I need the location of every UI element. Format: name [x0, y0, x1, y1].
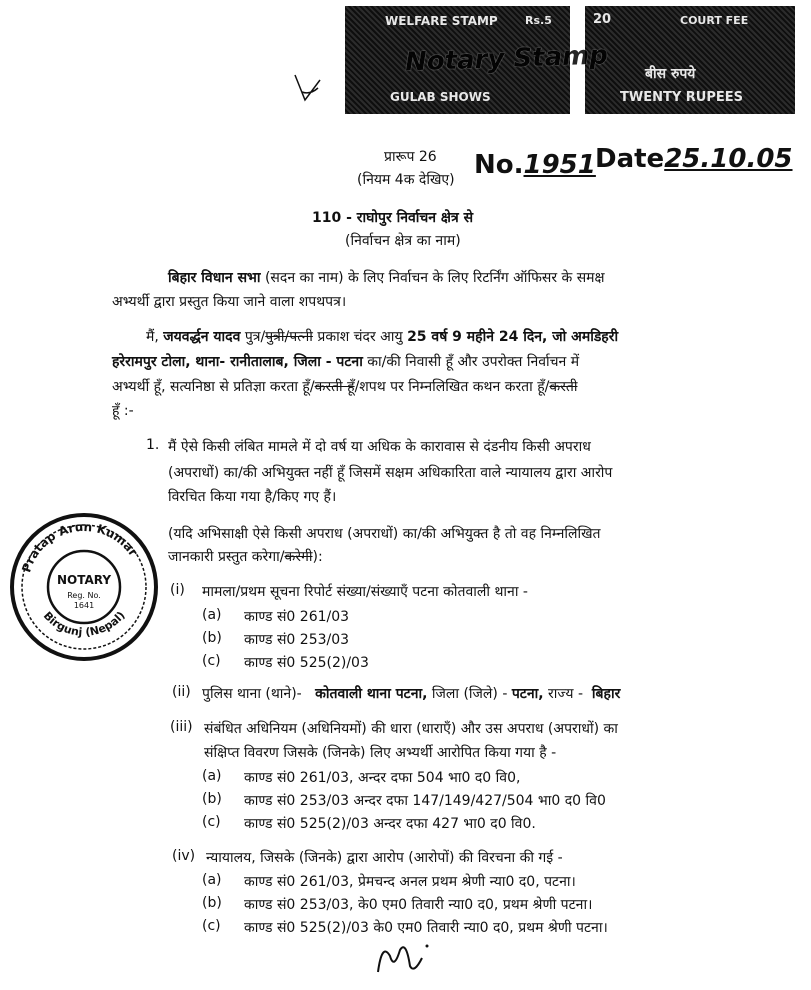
section-iii-line-1: संबंधित अधिनियम (अधिनियमों) की धारा (धाराएँ) और उस अपराध (अपराधों) का	[204, 721, 618, 737]
court-fee-bottom-text: TWENTY RUPEES	[620, 90, 743, 105]
court-fee-hindi: बीस रुपये	[645, 66, 696, 82]
item-1-number: 1.	[146, 437, 160, 453]
section-iii-c-key: (c)	[202, 814, 221, 830]
section-iii-a-text: काण्ड सं0 261/03, अन्दर दफा 504 भा0 द0 वि0,	[244, 770, 521, 786]
rule-reference: (नियम 4क देखिए)	[357, 172, 455, 188]
section-i-a-key: (a)	[202, 607, 222, 623]
stamp-register-number	[474, 150, 596, 180]
candidate-address: हरेरामपुर टोला, थाना- रानीतालाब, जिला - पटना	[112, 354, 363, 370]
notary-seal	[6, 508, 161, 666]
section-i-b-key: (b)	[202, 630, 222, 646]
item-1-note-2	[168, 547, 323, 566]
item-1-note-1: (यदि अभिसाक्षी ऐसे किसी अपराध (अपराधों) का/की अभियुक्त है तो वह निम्नलिखित	[168, 526, 601, 542]
decl-l1-struck: पुत्री/पत्नी	[265, 329, 313, 345]
section-iv-text: न्यायालय, जिसके (जिनके) द्वारा आरोप (आरोपों) की विरचना की गई -	[206, 850, 563, 866]
section-i-c-key: (c)	[202, 653, 221, 669]
intro-line-2: अभ्यर्थी द्वारा प्रस्तुत किया जाने वाला शपथपत्र।	[112, 294, 347, 310]
decl-l1-d: प्रकाश चंदर आयु	[312, 329, 408, 345]
seal-ring-text: Pratap Arun Kumar	[19, 519, 141, 575]
section-i-c-text: काण्ड सं0 525(2)/03	[244, 655, 369, 671]
section-iv-b-key: (b)	[202, 895, 222, 911]
decl-l1-b: पुत्र/	[240, 329, 266, 345]
constituency-name: 110 - राघोपुर निर्वाचन क्षेत्र से	[312, 210, 474, 226]
decl-l3-struck-2: करती	[549, 379, 578, 395]
state-value: बिहार	[591, 686, 621, 702]
section-i-text: मामला/प्रथम सूचना रिपोर्ट संख्या/संख्याएँ पटना कोतवाली थाना -	[202, 584, 528, 600]
note2-b: ):	[312, 549, 323, 565]
section-iv-a-key: (a)	[202, 872, 222, 888]
section-ii-text: पुलिस थाना (थाने)-	[202, 686, 302, 702]
decl-l2-rest: का/की निवासी हूँ और उपरोक्त निर्वाचन में	[362, 354, 580, 370]
decl-l3-a: अभ्यर्थी हूँ, सत्यनिष्ठा से प्रतिज्ञा करता हूँ/	[112, 379, 315, 395]
section-iv-c-key: (c)	[202, 918, 221, 934]
constituency-caption: (निर्वाचन क्षेत्र का नाम)	[345, 233, 461, 249]
stamp-number-value: 1951	[523, 150, 596, 180]
declaration-line-3	[112, 377, 577, 396]
seal-reg-label: Reg. No.	[67, 591, 101, 600]
signature-mark-top	[290, 70, 330, 110]
stamp-register-date	[595, 144, 793, 174]
court-fee-stamp-image	[585, 6, 795, 114]
decl-l3-b: /शपथ पर निम्नलिखित कथन करता हूँ/	[354, 379, 550, 395]
section-iii-c-text: काण्ड सं0 525(2)/03 अन्दर दफा 427 भा0 द0 वि0.	[244, 816, 536, 832]
seal-reg-value: 1641	[73, 601, 95, 610]
item-1-line-2: (अपराधों) का/की अभियुक्त नहीं हूँ जिसमें सक्षम अधिकारिता वाले न्यायालय द्वारा आरोप	[168, 465, 613, 481]
intro-line-1	[168, 268, 605, 287]
item-1-line-3: विरचित किया गया है/किए गए हैं।	[168, 489, 337, 505]
court-fee-top-text: COURT FEE	[680, 14, 749, 27]
section-i-label: (i)	[170, 582, 185, 598]
decl-l3-struck-1: करती हूँ	[314, 379, 355, 395]
seal-title: NOTARY	[56, 573, 112, 587]
section-i-a-text: काण्ड सं0 261/03	[244, 609, 350, 625]
section-ii-mid: जिला (जिले) -	[427, 686, 512, 702]
decl-l1-e: , जो अमडिहरी	[542, 329, 619, 345]
section-ii-line	[202, 684, 620, 703]
district-value: पटना,	[511, 686, 544, 702]
candidate-name: जयवर्द्धन यादव	[163, 329, 241, 345]
section-ii-label: (ii)	[172, 684, 191, 700]
signature-initials	[372, 936, 432, 980]
section-ii-mid2: राज्य -	[543, 686, 588, 702]
notary-stamp-overlay-text: Notary Stamp	[404, 40, 609, 78]
stamp-date-label: Date	[595, 144, 665, 174]
welfare-stamp-value: Rs.5	[525, 14, 552, 27]
section-i-b-text: काण्ड सं0 253/03	[244, 632, 350, 648]
welfare-stamp-top-text: WELFARE STAMP	[385, 14, 498, 28]
welfare-stamp-bottom-text: GULAB SHOWS	[390, 90, 491, 104]
stamp-date-value: 25.10.05	[664, 144, 793, 174]
section-iv-b-text: काण्ड सं0 253/03, के0 एम0 तिवारी न्या0 द0, प्रथम श्रेणी पटना।	[244, 897, 593, 913]
section-iv-label: (iv)	[172, 848, 196, 864]
decl-l1-a: मैं,	[146, 329, 164, 345]
section-iv-c-text: काण्ड सं0 525(2)/03 के0 एम0 तिवारी न्या0 द0, प्रथम श्रेणी पटना।	[244, 920, 608, 936]
section-iii-a-key: (a)	[202, 768, 222, 784]
section-iii-label: (iii)	[170, 719, 193, 735]
section-iii-b-text: काण्ड सं0 253/03 अन्दर दफा 147/149/427/504 भा0 द0 वि0	[244, 793, 606, 809]
section-iv-a-text: काण्ड सं0 261/03, प्रेमचन्द अनल प्रथम श्रेणी न्या0 द0, पटना।	[244, 874, 576, 890]
section-iii-line-2: संक्षिप्त विवरण जिसके (जिनके) लिए अभ्यर्थी आरोपित किया गया है -	[204, 745, 557, 761]
police-station-value: कोतवाली थाना पटना,	[315, 686, 428, 702]
note2-a: जानकारी प्रस्तुत करेगा/	[168, 549, 285, 565]
court-fee-value: 20	[593, 12, 612, 27]
stamp-number-label: No.	[474, 150, 524, 180]
intro-line-1-rest: (सदन का नाम) के लिए निर्वाचन के लिए रिटर्निंग ऑफिसर के समक्ष	[260, 270, 605, 286]
candidate-age: 25 वर्ष 9 महीने 24 दिन	[407, 329, 543, 345]
item-1-line-1: मैं ऐसे किसी लंबित मामले में दो वर्ष या अधिक के कारावास से दंडनीय किसी अपराध	[168, 439, 591, 455]
seal-place-text: Birgunj (Nepal)	[40, 608, 128, 639]
declaration-line-2	[112, 352, 579, 371]
section-iii-b-key: (b)	[202, 791, 222, 807]
house-name: बिहार विधान सभा	[168, 270, 261, 286]
note2-struck: करेगी	[284, 549, 313, 565]
declaration-line-1	[146, 327, 618, 346]
declaration-line-4: हूँ :-	[112, 403, 134, 419]
form-number: प्रारूप 26	[384, 149, 437, 165]
